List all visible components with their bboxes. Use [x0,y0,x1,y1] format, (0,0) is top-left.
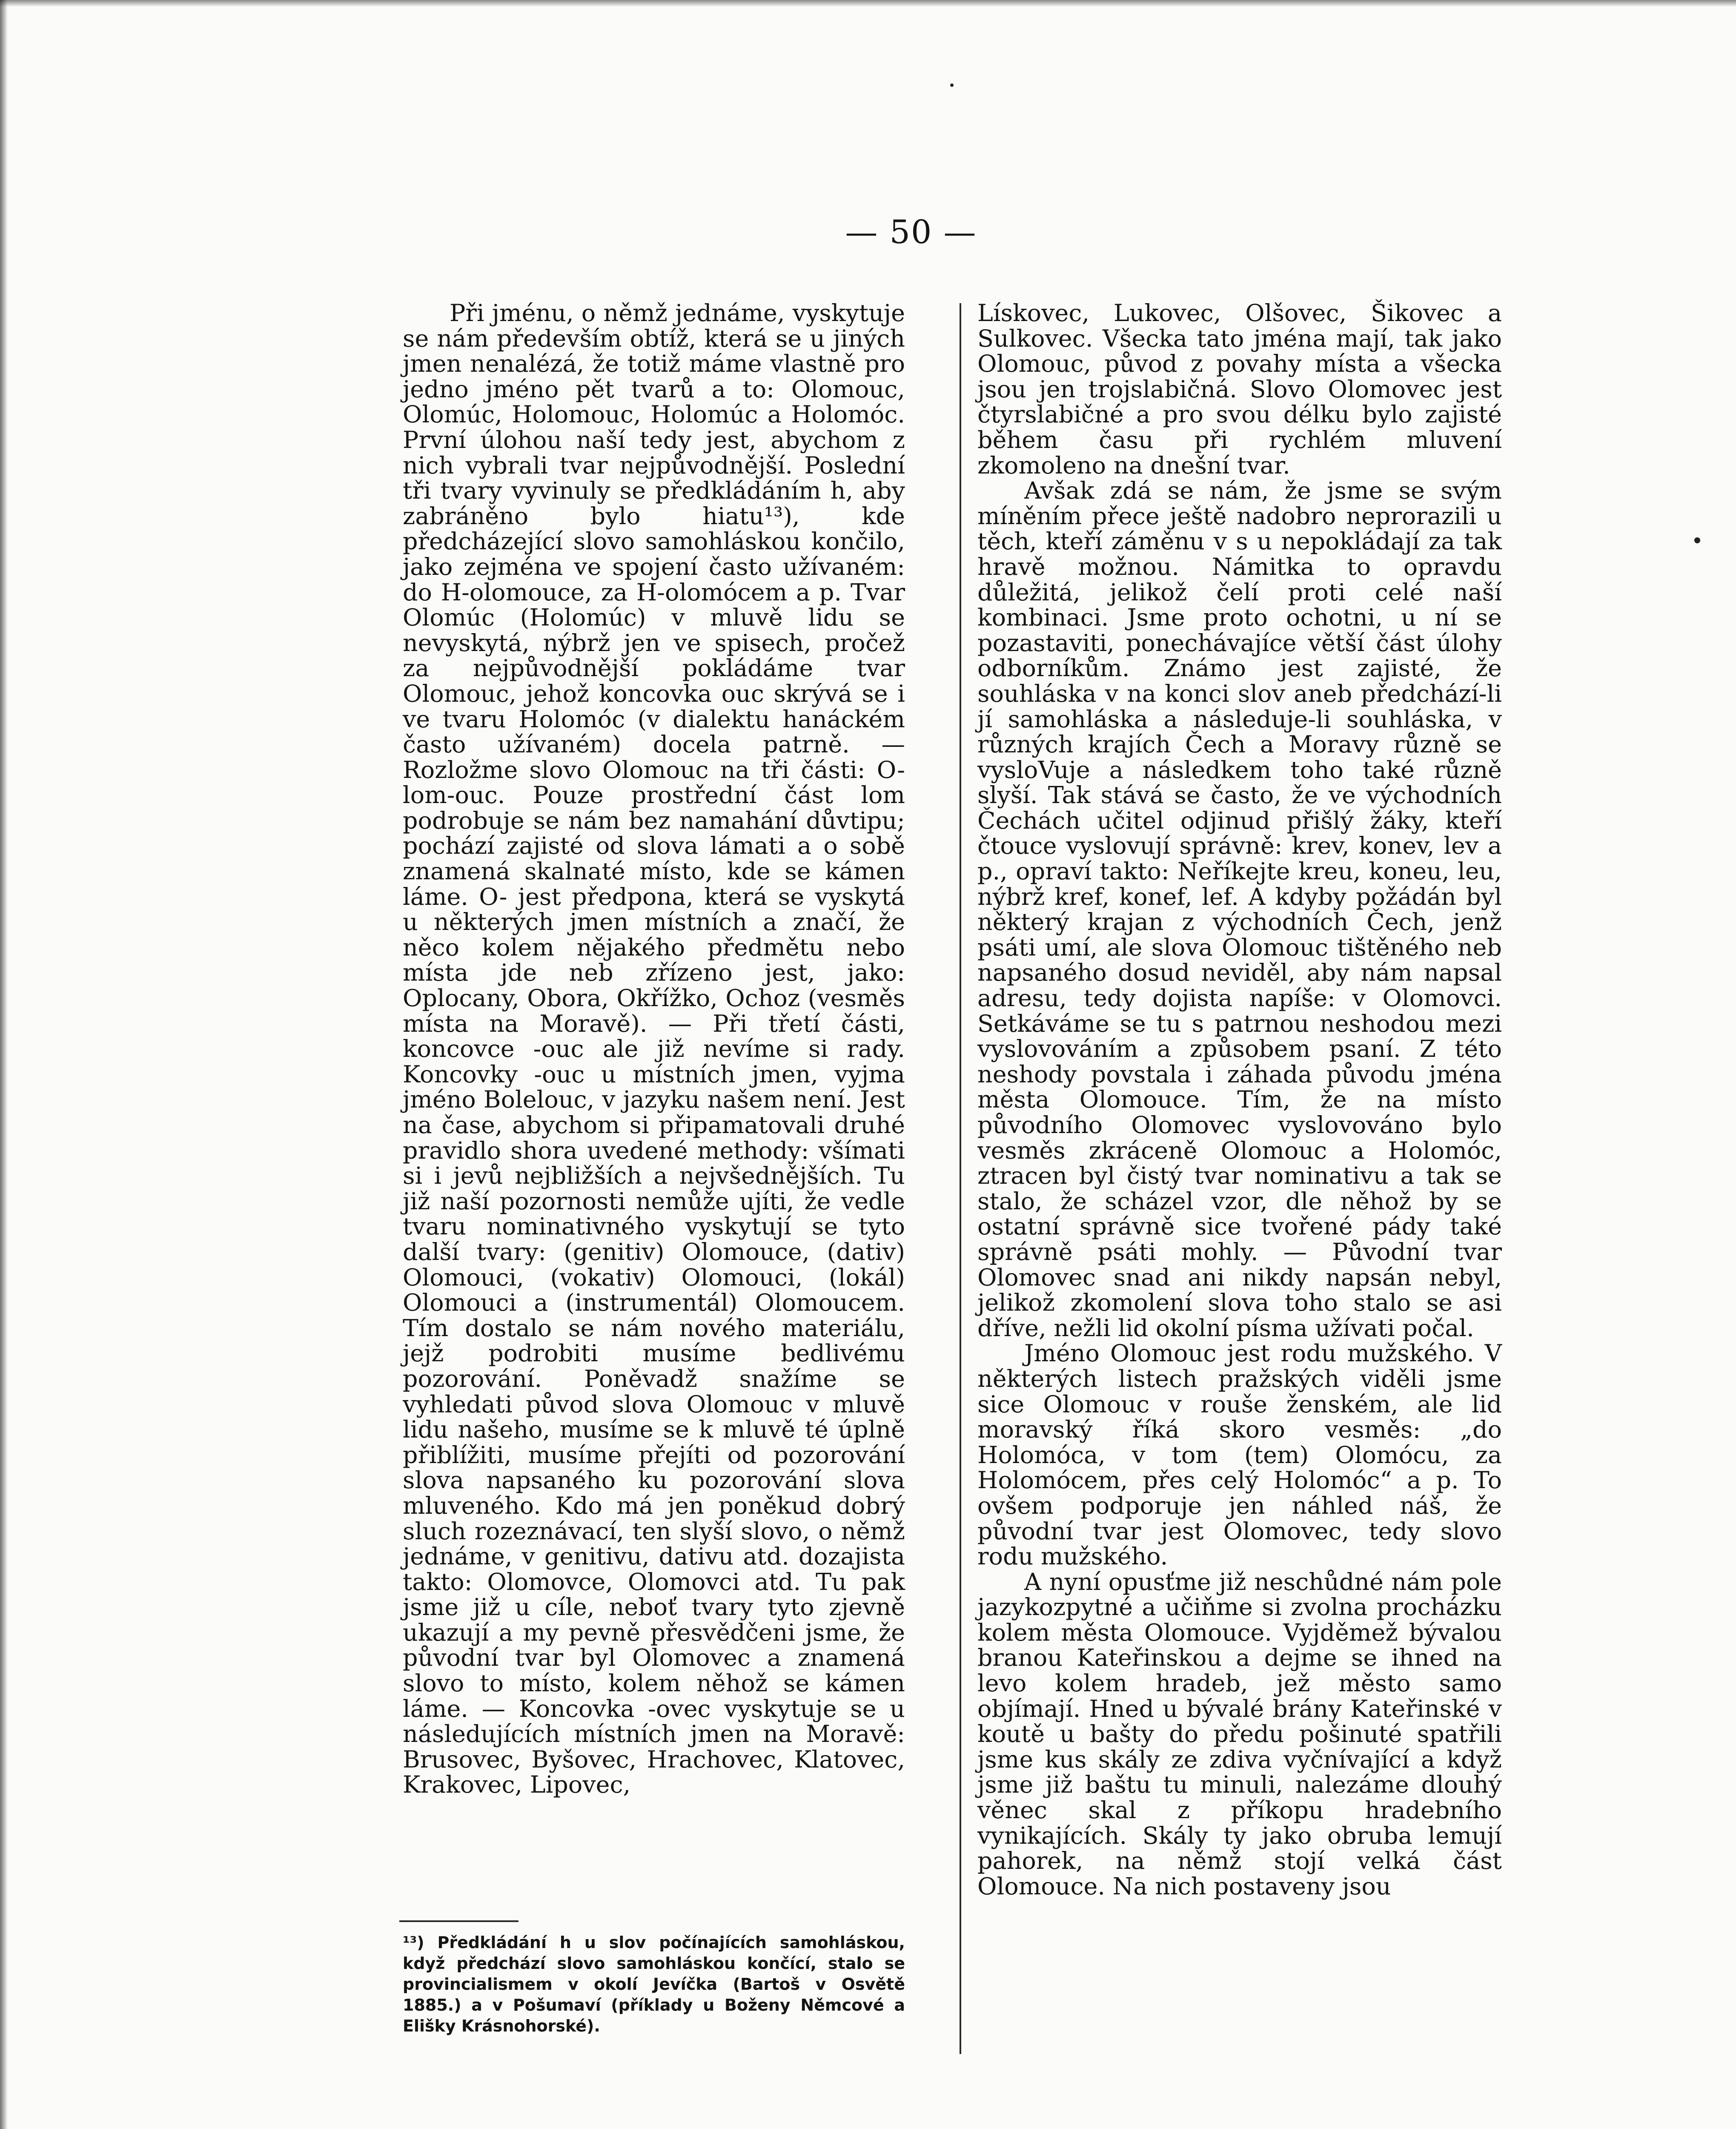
footnote-rule [399,1920,519,1922]
scan-speck [950,83,954,87]
column-divider [960,303,961,2054]
right-column [977,301,1502,1899]
footnote: ¹³) Předkládání h u slov počínajících samohláskou, když předchází slovo samohláskou končící, stalo se provincialismem v okolí Jevíčka (Bartoš v Osvětě 1885.) a v Pošumaví (příklady u Boženy Němcové a Elišky Krásnohorské). [403,1933,905,2035]
left-paragraph-1: Při jménu, o němž jednáme, vyskytuje se nám především obtíž, která se u jiných jmen nenalézá, že totiž máme vlastně pro jedno jméno pět tvarů a to: Olomouc, Olomúc, Holomouc, Holomúc a Holomóc. První úlohou naší tedy jest, abychom z nich vybrali tvar nejpůvodnější. Poslední tři tvary vyvinuly se předkládáním h, aby zabráněno bylo hiatu¹³), kde předcházející slovo samohláskou končilo, jako zejména ve spojení často užívaném: do H-olomouce, za H-olomócem a p. Tvar Olomúc (Holomúc) v mluvě lidu se nevyskytá, nýbrž jen ve spisech, pročež za nejpůvodnější pokládáme tvar Olomouc, jehož koncovka ouc skrývá se i ve tvaru Holomóc (v dialektu hanáckém často užívaném) docela patrně. — Rozložme slovo Olomouc na tři části: O-lom-ouc. Pouze prostřední část lom podrobuje se nám bez namahání důvtipu; pochází zajisté od slova lámati a o sobě znamená skalnaté místo, kde se kámen láme. O- jest předpona, která se vyskytá u některých jmen místních a značí, že něco kolem nějakého předmětu nebo místa jde neb zřízeno jest, jako: Oplocany, Obora, Okřížko, Ochoz (vesměs místa na Moravě). — Při třetí části, koncovce -ouc ale již nevíme si rady. Koncovky -ouc u místních jmen, vyjma jméno Bolelouc, v jazyku našem není. Jest na čase, abychom si připamatovali druhé pravidlo shora uvedené methody: všímati si i jevů nejbližších a nejvšednějších. Tu již naší pozornosti nemůže ujíti, že vedle tvaru nominativného vyskytují se tyto další tvary: (genitiv) Olomouce, (dativ) Olomouci, (vokativ) Olomouci, (lokál) Olomouci a (instrumentál) Olomoucem. Tím dostalo se nám nového materiálu, jejž podrobiti musíme bedlivému pozorování. Poněvadž snažíme se vyhledati původ slova Olomouc v mluvě lidu našeho, musíme se k mluvě té úplně přiblížiti, musíme přejíti od pozorování slova napsaného ku pozorování slova mluveného. Kdo má jen poněkud dobrý sluch rozeznávací, ten slyší slovo, o němž jednáme, v genitivu, dativu atd. dozajista takto: Olomovce, Olomovci atd. Tu pak jsme již u cíle, neboť tvary tyto zjevně ukazují a my pevně přesvědčeni jsme, že původní tvar byl Olomovec a znamená slovo to místo, kolem něhož se kámen láme. — Koncovka -ovec vyskytuje se u následujících místních jmen na Moravě: Brusovec, Byšovec, Hrachovec, Klatovec, Krakovec, Lipovec, [403,299,905,1799]
right-paragraph-2: Avšak zdá se nám, že jsme se svým míněním přece ještě nadobro neprorazili u těch, kteří záměnu v s u nepokládají za tak hravě možnou. Námitka to opravdu důležitá, jelikož čelí proti celé naší kombinaci. Jsme proto ochotni, u ní se pozastaviti, ponechávajíce větší část úlohy odborníkům. Známo jest zajisté, že souhláska v na konci slov aneb předchází-li jí samohláska a následuje-li souhláska, v různých krajích Čech a Moravy různě se vysloVuje a následkem toho také různě slyší. Tak stává se často, že ve východních Čechách učitel odjinud přišlý žáky, kteří čtouce vyslovují správně: krev, konev, lev a p., opraví takto: Neříkejte kreu, koneu, leu, nýbrž kref, konef, lef. A kdyby požádán byl některý krajan z východních Čech, jenž psáti umí, ale slova Olomouc tištěného neb napsaného dosud neviděl, aby nám napsal adresu, tedy dojista napíše: v Olomovci. Setkáváme se tu s patrnou neshodou mezi vyslovováním a způsobem psaní. Z této neshody povstala i záhada původu jména města Olomouce. Tím, že na místo původního Olomovec vyslovováno bylo vesměs zkráceně Olomouc a Holomóc, ztracen byl čistý tvar nominativu a tak se stalo, že scházel vzor, dle něhož by se ostatní správně sice tvořené pády také správně psáti mohly. — Původní tvar Olomovec snad ani nikdy napsán nebyl, jelikož zkomolení slova toho stalo se asi dříve, nežli lid okolní písma užívati počal. [977,477,1502,1342]
right-paragraph-4: A nyní opusťme již neschůdné nám pole jazykozpytné a učiňme si zvolna procházku kolem města Olomouce. Vyjděmež bývalou branou Kateřinskou a dejme se ihned na levo kolem hradeb, jež město samo objímají. Hned u bývalé brány Kateřinské v koutě u bašty do předu pošinuté spatřili jsme kus skály ze zdiva vyčnívající a když jsme již baštu tu minuli, nalezáme dlouhý věnec skal z příkopu hradebního vynikajících. Skály ty jako obruba lemují pahorek, na němž stojí velká část Olomouce. Na nich postaveny jsou [977,1568,1502,1900]
right-paragraph-3: Jméno Olomouc jest rodu mužského. V některých listech pražských viděli jsme sice Olomouc v rouše ženském, ale lid moravský říká skoro vesměs: „do Holomóca, v tom (tem) Olomócu, za Holomócem, přes celý Holomóc“ a p. To ovšem podporuje jen náhled náš, že původní tvar jest Olomovec, tedy slovo rodu mužského. [977,1340,1502,1571]
left-column [403,301,905,1798]
scan-speck [1694,537,1700,543]
right-paragraph-1: Lískovec, Lukovec, Olšovec, Šikovec a Sulkovec. Všecka tato jména mají, tak jako Olomouc, původ z povahy místa a všecka jsou jen trojslabičná. Slovo Olomovec jest čtyrslabičné a pro svou délku bylo zajisté během času při rychlém mluvení zkomoleno na dnešní tvar. [977,299,1502,479]
page-number: — 50 — [845,213,977,251]
